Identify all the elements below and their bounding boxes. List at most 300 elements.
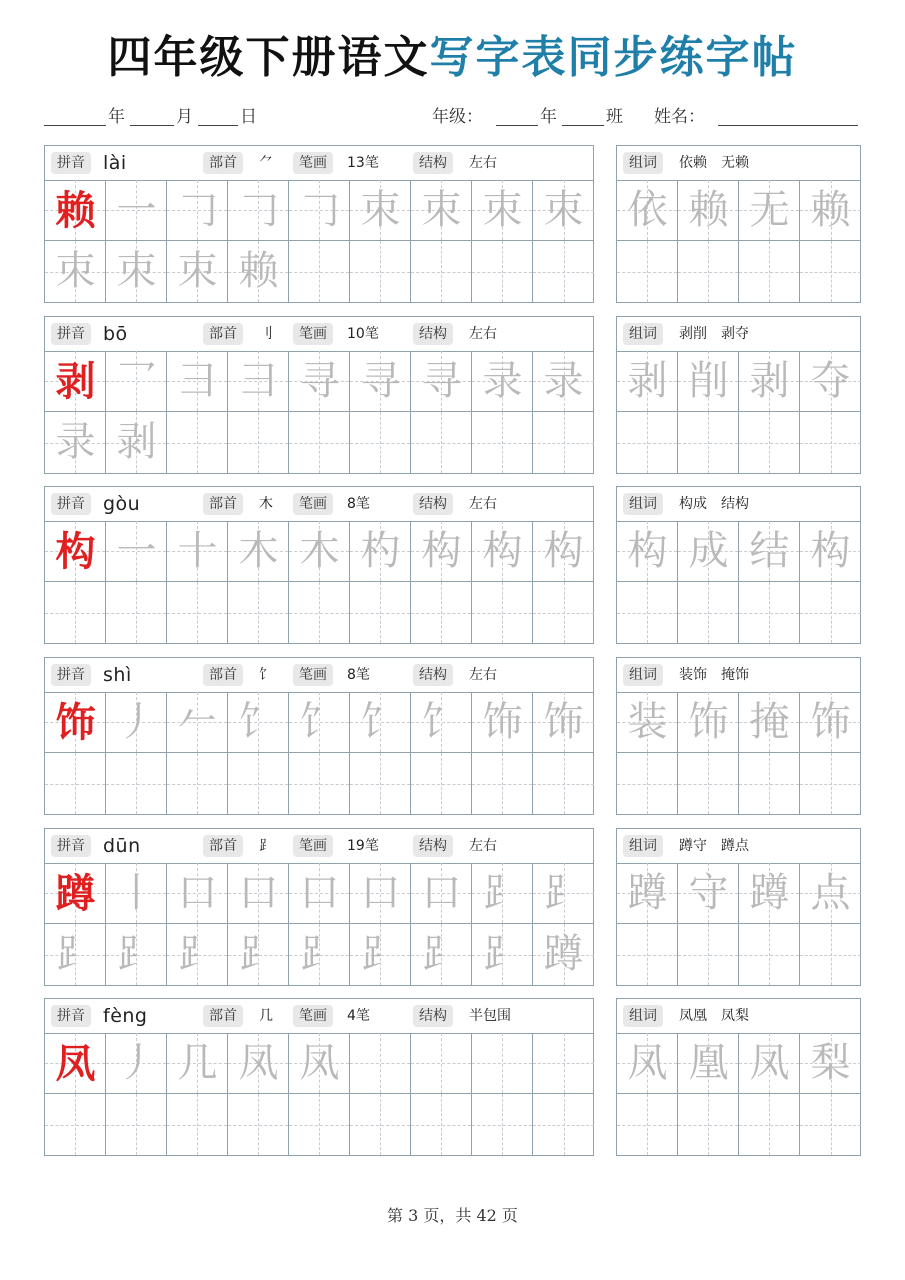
word-cell[interactable]: [739, 521, 800, 582]
word-cell[interactable]: [678, 924, 739, 985]
practice-cell[interactable]: [167, 521, 228, 582]
practice-cell[interactable]: [228, 692, 289, 753]
name-label: 姓名：: [654, 107, 705, 127]
practice-cell[interactable]: [289, 582, 350, 643]
words-tag: 组词: [623, 1005, 663, 1027]
word-cell[interactable]: [739, 1033, 800, 1094]
practice-cell[interactable]: [45, 582, 106, 643]
stroke-trace: 朿: [177, 248, 218, 294]
practice-cell[interactable]: [106, 753, 167, 814]
char-practice-box: [44, 828, 594, 986]
class-blank[interactable]: [562, 125, 604, 126]
practice-cell[interactable]: [472, 241, 533, 302]
structure-value: 半包围: [469, 1008, 511, 1024]
strokes-value: 19笔: [347, 838, 379, 854]
stroke-trace: 蹲: [543, 931, 584, 977]
practice-cell[interactable]: [228, 582, 289, 643]
word-cell[interactable]: [678, 692, 739, 753]
words-value: 蹲守 蹲点: [679, 838, 749, 854]
stroke-trace: ⻊: [177, 931, 218, 977]
practice-cell[interactable]: [472, 924, 533, 985]
stroke-trace: 构: [421, 528, 462, 574]
strokes-tag: 笔画: [293, 664, 333, 686]
practice-cell[interactable]: [350, 180, 411, 241]
practice-cell[interactable]: [533, 1033, 594, 1094]
practice-cell[interactable]: [411, 521, 472, 582]
structure-value: 左右: [469, 838, 497, 854]
practice-cell[interactable]: [289, 180, 350, 241]
radical-tag: 部首: [203, 152, 243, 174]
strokes-value: 8笔: [347, 667, 370, 683]
year-blank[interactable]: [44, 125, 106, 126]
word-cell[interactable]: [800, 351, 861, 412]
strokes-value: 13笔: [347, 155, 379, 171]
practice-cell[interactable]: [45, 241, 106, 302]
strokes-value: 4笔: [347, 1008, 370, 1024]
practice-cell[interactable]: [289, 753, 350, 814]
practice-cell[interactable]: [289, 1094, 350, 1155]
stroke-trace: 饣: [299, 699, 340, 745]
char-info-header: [45, 658, 593, 693]
practice-cell[interactable]: [472, 1094, 533, 1155]
word-cell[interactable]: [678, 863, 739, 924]
word-trace-character: 蹲: [627, 870, 668, 916]
stroke-trace: 构: [482, 528, 523, 574]
practice-cell[interactable]: [533, 412, 594, 473]
word-cell[interactable]: [800, 863, 861, 924]
model-character: 赖: [55, 187, 96, 234]
practice-cell[interactable]: [45, 521, 106, 582]
practice-cell[interactable]: [228, 351, 289, 412]
word-trace-character: 掩: [749, 699, 790, 745]
model-character: 凤: [55, 1040, 96, 1087]
word-trace-character: 凰: [688, 1040, 729, 1086]
char-info-header: [45, 487, 593, 522]
stroke-trace: 𠃌: [238, 187, 279, 233]
word-cell[interactable]: [678, 412, 739, 473]
practice-cell[interactable]: [45, 692, 106, 753]
practice-cell[interactable]: [533, 924, 594, 985]
practice-cell[interactable]: [533, 351, 594, 412]
practice-cell[interactable]: [167, 582, 228, 643]
stroke-trace: 录: [543, 358, 584, 404]
stroke-trace: ⻊: [116, 931, 157, 977]
char-info-header: [45, 146, 593, 181]
practice-cell[interactable]: [411, 1033, 472, 1094]
word-trace-character: 成: [688, 528, 729, 574]
practice-cell[interactable]: [411, 692, 472, 753]
practice-cell[interactable]: [472, 1033, 533, 1094]
structure-tag: 结构: [413, 152, 453, 174]
word-trace-character: 结: [749, 528, 790, 574]
practice-cell[interactable]: [106, 180, 167, 241]
practice-cell[interactable]: [411, 1094, 472, 1155]
practice-cell[interactable]: [533, 692, 594, 753]
strokes-tag: 笔画: [293, 1005, 333, 1027]
practice-cell[interactable]: [350, 753, 411, 814]
title-part-2: 写字表同步练字帖: [429, 32, 798, 83]
word-cell[interactable]: [739, 241, 800, 302]
strokes-value: 8笔: [347, 496, 370, 512]
day-blank[interactable]: [198, 125, 238, 126]
word-trace-character: 依: [627, 187, 668, 233]
model-character: 饰: [55, 699, 96, 746]
practice-cell[interactable]: [533, 753, 594, 814]
stroke-trace: 丿: [116, 699, 157, 745]
practice-cell[interactable]: [472, 180, 533, 241]
word-trace-character: 守: [688, 870, 729, 916]
stroke-trace: 丨: [116, 870, 157, 916]
stroke-trace: 饣: [238, 699, 279, 745]
word-practice-box: [616, 828, 861, 986]
word-cell[interactable]: [739, 753, 800, 814]
pinyin-value: gòu: [103, 493, 141, 515]
practice-cell[interactable]: [45, 412, 106, 473]
practice-cell[interactable]: [350, 412, 411, 473]
word-cell[interactable]: [678, 351, 739, 412]
practice-cell[interactable]: [289, 412, 350, 473]
char-practice-box: [44, 145, 594, 303]
stroke-trace: 寻: [299, 358, 340, 404]
word-trace-character: 构: [627, 528, 668, 574]
word-trace-character: 夺: [810, 358, 851, 404]
word-cell[interactable]: [800, 1033, 861, 1094]
structure-tag: 结构: [413, 323, 453, 345]
practice-cell[interactable]: [106, 924, 167, 985]
practice-cell[interactable]: [411, 863, 472, 924]
practice-cell[interactable]: [45, 180, 106, 241]
word-cell[interactable]: [617, 1033, 678, 1094]
stroke-trace: 口: [360, 870, 401, 916]
word-practice-box: [616, 486, 861, 644]
practice-cell[interactable]: [411, 241, 472, 302]
pinyin-tag: 拼音: [51, 152, 91, 174]
char-info-header: [45, 829, 593, 864]
name-blank[interactable]: [718, 125, 858, 126]
words-value: 凤凰 凤梨: [679, 1008, 749, 1024]
pinyin-tag: 拼音: [51, 664, 91, 686]
word-practice-box: [616, 145, 861, 303]
structure-tag: 结构: [413, 1005, 453, 1027]
word-cell[interactable]: [617, 924, 678, 985]
word-cell[interactable]: [617, 753, 678, 814]
word-cell[interactable]: [800, 241, 861, 302]
stroke-trace: 寻: [421, 358, 462, 404]
radical-value: 刂: [259, 326, 273, 342]
word-cell[interactable]: [800, 180, 861, 241]
strokes-tag: 笔画: [293, 152, 333, 174]
practice-cell[interactable]: [350, 692, 411, 753]
words-tag: 组词: [623, 323, 663, 345]
month-blank[interactable]: [130, 125, 174, 126]
practice-cell[interactable]: [289, 692, 350, 753]
practice-cell[interactable]: [45, 753, 106, 814]
practice-cell[interactable]: [228, 180, 289, 241]
structure-tag: 结构: [413, 493, 453, 515]
practice-cell[interactable]: [106, 1033, 167, 1094]
radical-value: ⻊: [259, 838, 273, 854]
word-cell[interactable]: [800, 582, 861, 643]
word-cell[interactable]: [617, 180, 678, 241]
structure-value: 左右: [469, 496, 497, 512]
word-cell[interactable]: [739, 582, 800, 643]
practice-cell[interactable]: [350, 1094, 411, 1155]
word-trace-character: 构: [810, 528, 851, 574]
stroke-trace: 寻: [360, 358, 401, 404]
stroke-trace: ⻊: [421, 931, 462, 977]
radical-value: ⺈: [259, 155, 273, 171]
model-character: 构: [55, 528, 96, 575]
word-trace-character: 蹲: [749, 870, 790, 916]
word-cell[interactable]: [739, 180, 800, 241]
word-cell[interactable]: [800, 924, 861, 985]
practice-cell[interactable]: [472, 582, 533, 643]
stroke-trace: 饰: [543, 699, 584, 745]
word-header: [617, 658, 860, 693]
practice-cell[interactable]: [167, 180, 228, 241]
practice-cell[interactable]: [106, 863, 167, 924]
word-practice-box: [616, 657, 861, 815]
stroke-trace: ⻊: [238, 931, 279, 977]
practice-cell[interactable]: [472, 412, 533, 473]
word-cell[interactable]: [739, 351, 800, 412]
practice-cell[interactable]: [228, 1094, 289, 1155]
stroke-trace: ⻊: [299, 931, 340, 977]
practice-cell[interactable]: [106, 582, 167, 643]
practice-cell[interactable]: [228, 412, 289, 473]
practice-cell[interactable]: [350, 351, 411, 412]
word-trace-character: 赖: [810, 187, 851, 233]
word-trace-character: 饰: [810, 699, 851, 745]
words-tag: 组词: [623, 493, 663, 515]
radical-value: 几: [259, 1008, 273, 1024]
practice-cell[interactable]: [472, 692, 533, 753]
day-label: 日: [240, 107, 257, 127]
stroke-trace: 几: [177, 1040, 218, 1086]
stroke-trace: 𠃌: [299, 187, 340, 233]
practice-cell[interactable]: [289, 924, 350, 985]
strokes-tag: 笔画: [293, 835, 333, 857]
practice-cell[interactable]: [106, 241, 167, 302]
month-label: 月: [176, 107, 193, 127]
word-cell[interactable]: [739, 692, 800, 753]
word-cell[interactable]: [739, 412, 800, 473]
stroke-trace: 凤: [238, 1040, 279, 1086]
stroke-trace: 赖: [238, 248, 279, 294]
word-cell[interactable]: [678, 753, 739, 814]
stroke-trace: 口: [238, 870, 279, 916]
stroke-trace: 饰: [482, 699, 523, 745]
pinyin-value: dūn: [103, 835, 141, 857]
stroke-trace: 𠃌: [177, 187, 218, 233]
practice-cell[interactable]: [45, 924, 106, 985]
words-tag: 组词: [623, 664, 663, 686]
practice-cell[interactable]: [167, 351, 228, 412]
practice-cell[interactable]: [289, 1033, 350, 1094]
word-cell[interactable]: [617, 582, 678, 643]
words-value: 剥削 剥夺: [679, 326, 749, 342]
stroke-trace: 口: [177, 870, 218, 916]
practice-cell[interactable]: [472, 863, 533, 924]
pinyin-value: bō: [103, 323, 128, 345]
stroke-trace: ⻊: [55, 931, 96, 977]
practice-cell[interactable]: [533, 1094, 594, 1155]
stroke-trace: 构: [543, 528, 584, 574]
word-cell[interactable]: [678, 241, 739, 302]
practice-cell[interactable]: [45, 863, 106, 924]
practice-cell[interactable]: [472, 351, 533, 412]
practice-cell[interactable]: [106, 521, 167, 582]
word-cell[interactable]: [800, 412, 861, 473]
stroke-trace: 彐: [238, 358, 279, 404]
strokes-tag: 笔画: [293, 493, 333, 515]
word-cell[interactable]: [678, 582, 739, 643]
year-label: 年: [108, 107, 125, 127]
word-cell[interactable]: [617, 863, 678, 924]
char-practice-box: [44, 316, 594, 474]
practice-cell[interactable]: [289, 521, 350, 582]
practice-cell[interactable]: [350, 1033, 411, 1094]
practice-cell[interactable]: [472, 753, 533, 814]
practice-cell[interactable]: [167, 753, 228, 814]
word-cell[interactable]: [678, 180, 739, 241]
stroke-trace: 一: [116, 187, 157, 233]
practice-cell[interactable]: [411, 924, 472, 985]
grade-label: 年级：: [432, 107, 483, 127]
grade-blank[interactable]: [496, 125, 538, 126]
practice-cell[interactable]: [228, 521, 289, 582]
structure-tag: 结构: [413, 835, 453, 857]
char-info-header: [45, 317, 593, 352]
radical-value: 木: [259, 496, 273, 512]
word-cell[interactable]: [800, 521, 861, 582]
word-cell[interactable]: [678, 1094, 739, 1155]
practice-cell[interactable]: [533, 863, 594, 924]
practice-cell[interactable]: [167, 241, 228, 302]
word-cell[interactable]: [617, 241, 678, 302]
page-footer: 第 3 页，共 42 页: [387, 1206, 518, 1225]
pinyin-value: shì: [103, 664, 132, 686]
word-header: [617, 999, 860, 1034]
word-practice-box: [616, 998, 861, 1156]
radical-tag: 部首: [203, 835, 243, 857]
stroke-trace: ⻊: [543, 870, 584, 916]
practice-cell[interactable]: [350, 582, 411, 643]
stroke-trace: 𠂉: [177, 699, 218, 745]
words-tag: 组词: [623, 152, 663, 174]
practice-cell[interactable]: [45, 1033, 106, 1094]
word-cell[interactable]: [617, 351, 678, 412]
practice-cell[interactable]: [533, 180, 594, 241]
practice-cell[interactable]: [106, 412, 167, 473]
practice-cell[interactable]: [167, 1094, 228, 1155]
practice-cell[interactable]: [411, 753, 472, 814]
practice-cell[interactable]: [167, 863, 228, 924]
word-trace-character: 凤: [749, 1040, 790, 1086]
practice-cell[interactable]: [228, 753, 289, 814]
radical-tag: 部首: [203, 664, 243, 686]
practice-cell[interactable]: [228, 924, 289, 985]
practice-cell[interactable]: [167, 692, 228, 753]
practice-cell[interactable]: [350, 521, 411, 582]
practice-cell[interactable]: [533, 241, 594, 302]
pinyin-tag: 拼音: [51, 323, 91, 345]
structure-value: 左右: [469, 155, 497, 171]
practice-cell[interactable]: [45, 1094, 106, 1155]
stroke-trace: 木: [299, 528, 340, 574]
practice-cell[interactable]: [411, 412, 472, 473]
practice-cell[interactable]: [289, 863, 350, 924]
practice-cell[interactable]: [228, 1033, 289, 1094]
word-header: [617, 317, 860, 352]
word-trace-character: 点: [810, 870, 851, 916]
practice-cell[interactable]: [167, 1033, 228, 1094]
word-cell[interactable]: [800, 753, 861, 814]
stroke-trace: 朿: [360, 187, 401, 233]
practice-cell[interactable]: [411, 582, 472, 643]
class-label: 班: [606, 107, 623, 127]
practice-cell[interactable]: [411, 351, 472, 412]
word-cell[interactable]: [739, 924, 800, 985]
practice-cell[interactable]: [228, 241, 289, 302]
practice-cell[interactable]: [167, 412, 228, 473]
practice-cell[interactable]: [106, 692, 167, 753]
practice-cell[interactable]: [289, 241, 350, 302]
word-header: [617, 146, 860, 181]
title-part-1: 四年级下册语文: [107, 32, 430, 83]
practice-cell[interactable]: [106, 1094, 167, 1155]
word-cell[interactable]: [617, 412, 678, 473]
strokes-tag: 笔画: [293, 323, 333, 345]
word-cell[interactable]: [617, 692, 678, 753]
word-cell[interactable]: [617, 1094, 678, 1155]
pinyin-value: lài: [103, 152, 127, 174]
word-cell[interactable]: [800, 692, 861, 753]
stroke-trace: 饣: [360, 699, 401, 745]
practice-cell[interactable]: [472, 521, 533, 582]
practice-cell[interactable]: [350, 924, 411, 985]
stroke-trace: 朿: [482, 187, 523, 233]
stroke-trace: 凤: [299, 1040, 340, 1086]
practice-cell[interactable]: [106, 351, 167, 412]
stroke-trace: 杓: [360, 528, 401, 574]
stroke-trace: 一: [116, 528, 157, 574]
char-practice-box: [44, 657, 594, 815]
char-info-header: [45, 999, 593, 1034]
practice-cell[interactable]: [289, 351, 350, 412]
practice-cell[interactable]: [228, 863, 289, 924]
word-cell[interactable]: [678, 521, 739, 582]
word-cell[interactable]: [617, 521, 678, 582]
word-cell[interactable]: [678, 1033, 739, 1094]
strokes-value: 10笔: [347, 326, 379, 342]
word-cell[interactable]: [800, 1094, 861, 1155]
practice-cell[interactable]: [533, 582, 594, 643]
stroke-trace: ⻊: [482, 931, 523, 977]
practice-cell[interactable]: [350, 863, 411, 924]
practice-cell[interactable]: [45, 351, 106, 412]
practice-cell[interactable]: [350, 241, 411, 302]
word-cell[interactable]: [739, 1094, 800, 1155]
word-trace-character: 削: [688, 358, 729, 404]
practice-cell[interactable]: [533, 521, 594, 582]
info-line: [44, 102, 864, 128]
stroke-trace: 录: [482, 358, 523, 404]
word-cell[interactable]: [739, 863, 800, 924]
practice-cell[interactable]: [167, 924, 228, 985]
stroke-trace: 剥: [116, 419, 157, 465]
practice-cell[interactable]: [411, 180, 472, 241]
